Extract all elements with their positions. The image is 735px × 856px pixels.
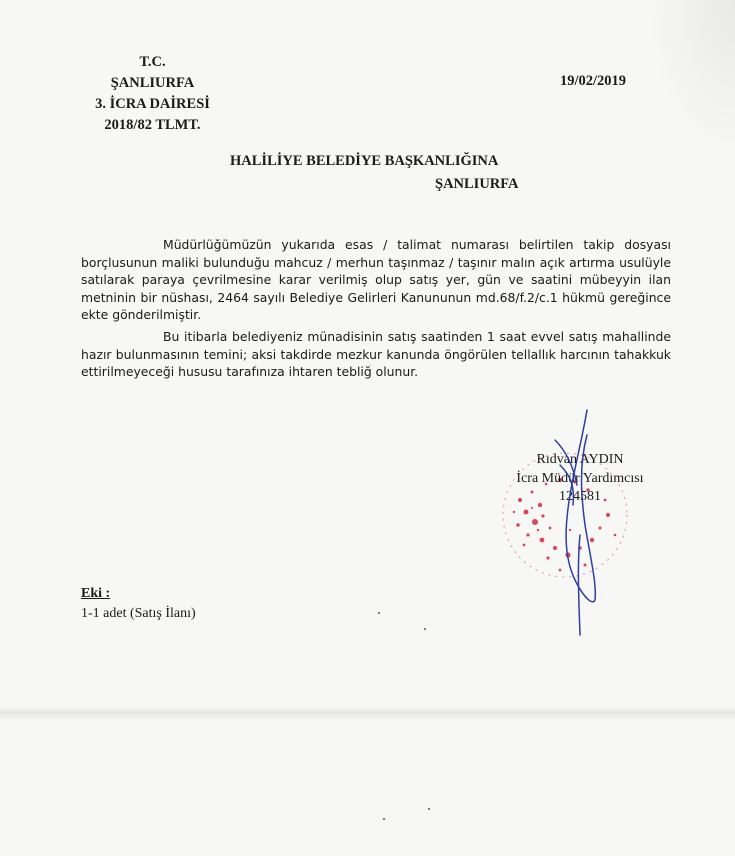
- scan-speck: [428, 808, 430, 810]
- document-date: 19/02/2019: [560, 73, 627, 89]
- paper-fold: [0, 706, 735, 720]
- letter-body: [81, 236, 671, 385]
- scan-shadow: [645, 0, 735, 160]
- header-office: 3. İCRA DAİRESİ: [95, 96, 210, 112]
- scan-speck: [424, 628, 426, 630]
- recipient-block: [230, 150, 530, 196]
- signatory-title: İcra Müdür Yardımcısı: [516, 470, 644, 486]
- scan-speck: [383, 818, 385, 820]
- header-country: T.C.: [139, 54, 166, 70]
- handwritten-signature: [535, 405, 625, 645]
- recipient-name: HALİLİYE BELEDİYE BAŞKANLIĞINA: [230, 153, 499, 169]
- header-city: ŞANLIURFA: [110, 75, 195, 91]
- header-file-number: 2018/82 TLMT.: [104, 117, 201, 133]
- body-paragraph-1: Müdürlüğümüzün yukarıda esas / talimat numarası belirtilen takip dosyası borçlusunun maliki bulunduğu mahcuz / merhun taşınmaz / taşınır malın açık artırma usulüyle satılarak paraya çevrilmesine karar verilmiş olup satış yer, gün ve saatini mübeyyin ilan metninin bir nüshası, 2464 sayılı Belediye Gelirleri Kanununun md.68/f.2/c.1 hükmü gereğince ekte gönderilmiştir.: [81, 237, 671, 323]
- attachments-section: [81, 584, 196, 624]
- attachments-label: Eki :: [81, 586, 111, 601]
- scan-speck: [378, 612, 380, 614]
- signatory-name: Rıdvan AYDIN: [536, 452, 624, 467]
- recipient-city: ŞANLIURFA: [435, 176, 519, 192]
- attachment-item: 1-1 adet (Satış İlanı): [81, 606, 196, 621]
- issuer-header: [60, 52, 245, 136]
- signatory-registry-number: 124581: [559, 489, 601, 504]
- body-paragraph-2: Bu itibarla belediyeniz münadisinin satış saatinden 1 saat evvel satış mahallinde hazır bulunmasının temini; aksi takdirde mezkur kanunda öngörülen tellallık harcının tahakkuk ettirilmeyeceği hususu tarafınıza ihtaren tebliğ olunur.: [81, 328, 671, 380]
